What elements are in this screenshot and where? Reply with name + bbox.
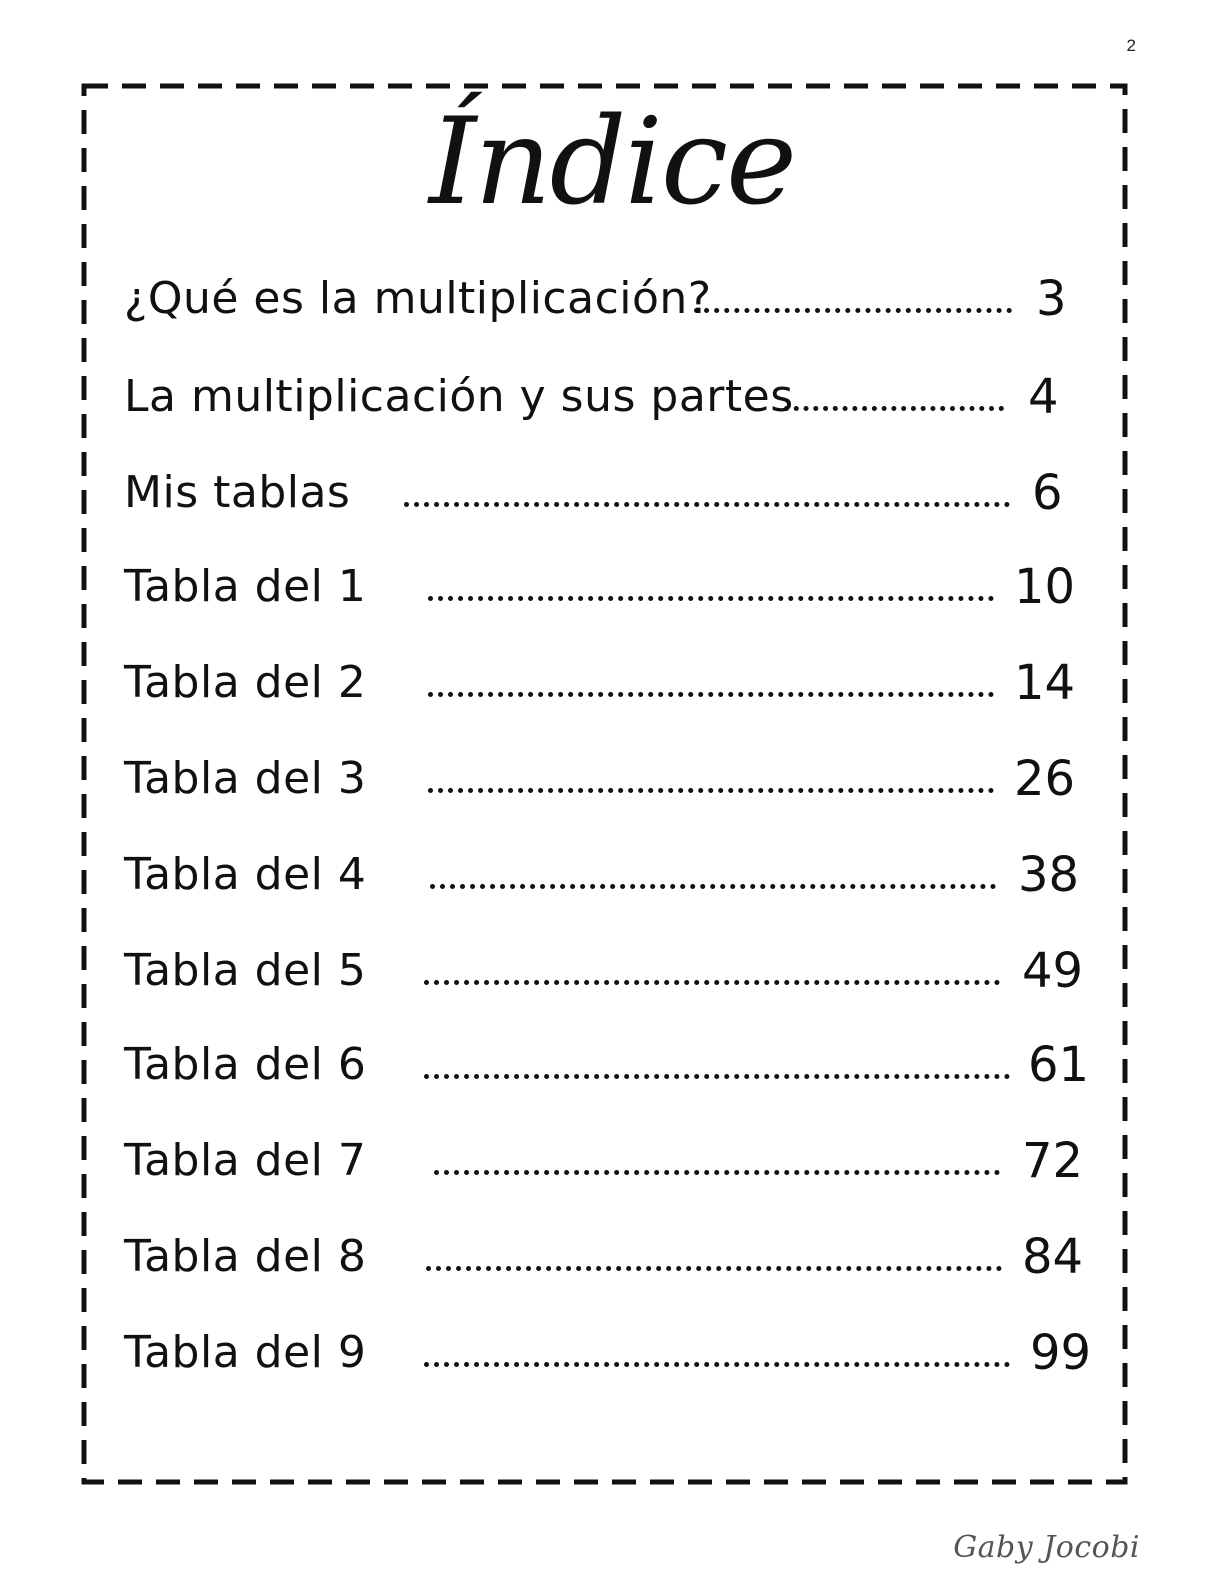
toc-entry: [0, 1222, 1224, 1292]
toc-dot-leader: [424, 1362, 1010, 1367]
toc-entry-label: Tabla del 9: [124, 1327, 367, 1378]
toc-entry-label: La multiplicación y sus partes: [124, 371, 794, 422]
toc-entry-label: Tabla del 5: [124, 945, 367, 996]
toc-entry-page: 84: [1022, 1229, 1084, 1285]
toc-entry-page: 61: [1028, 1037, 1090, 1093]
toc-entry-page: 99: [1030, 1325, 1092, 1381]
toc-entry: [0, 362, 1224, 432]
toc-entry: [0, 458, 1224, 528]
author-signature: Gaby Jocobi: [953, 1530, 1140, 1565]
toc-dot-leader: [694, 308, 1012, 313]
toc-entry: [0, 936, 1224, 1006]
toc-dot-leader: [426, 1266, 1002, 1271]
toc-entry: [0, 1318, 1224, 1388]
toc-entry: [0, 744, 1224, 814]
toc-dot-leader: [784, 406, 1004, 411]
toc-entry-label: Mis tablas: [124, 467, 351, 518]
toc-entry-label: Tabla del 3: [124, 753, 367, 804]
toc-dot-leader: [424, 980, 1000, 985]
toc-entry: [0, 1030, 1224, 1100]
toc-entry-label: Tabla del 8: [124, 1231, 367, 1282]
toc-entry-page: 49: [1022, 943, 1084, 999]
toc-entry-page: 4: [1028, 369, 1059, 425]
page-number: 2: [1126, 36, 1136, 55]
toc-dot-leader: [404, 502, 1010, 507]
page-title: Índice: [428, 93, 796, 232]
toc-entry-label: Tabla del 1: [124, 561, 367, 612]
toc-dot-leader: [424, 1074, 1010, 1079]
toc-dot-leader: [428, 596, 994, 601]
toc-entry-page: 3: [1036, 271, 1067, 327]
toc-entry: [0, 648, 1224, 718]
toc-entry-page: 6: [1032, 465, 1063, 521]
toc-entry-page: 26: [1014, 751, 1076, 807]
toc-dot-leader: [434, 1170, 1000, 1175]
toc-entry: [0, 1126, 1224, 1196]
toc-dot-leader: [430, 884, 996, 889]
toc-entry-page: 14: [1014, 655, 1076, 711]
toc-entry-label: Tabla del 7: [124, 1135, 367, 1186]
toc-dot-leader: [428, 788, 994, 793]
toc-dot-leader: [428, 692, 994, 697]
toc-entry: [0, 264, 1224, 334]
toc-entry-label: Tabla del 2: [124, 657, 367, 708]
toc-entry-page: 38: [1018, 847, 1080, 903]
toc-entry: [0, 552, 1224, 622]
toc-entry-label: Tabla del 4: [124, 849, 367, 900]
toc-entry-page: 72: [1022, 1133, 1084, 1189]
toc-entry-label: Tabla del 6: [124, 1039, 367, 1090]
toc-entry: [0, 840, 1224, 910]
toc-entry-label: ¿Qué es la multiplicación?: [124, 273, 712, 324]
toc-entry-page: 10: [1014, 559, 1076, 615]
